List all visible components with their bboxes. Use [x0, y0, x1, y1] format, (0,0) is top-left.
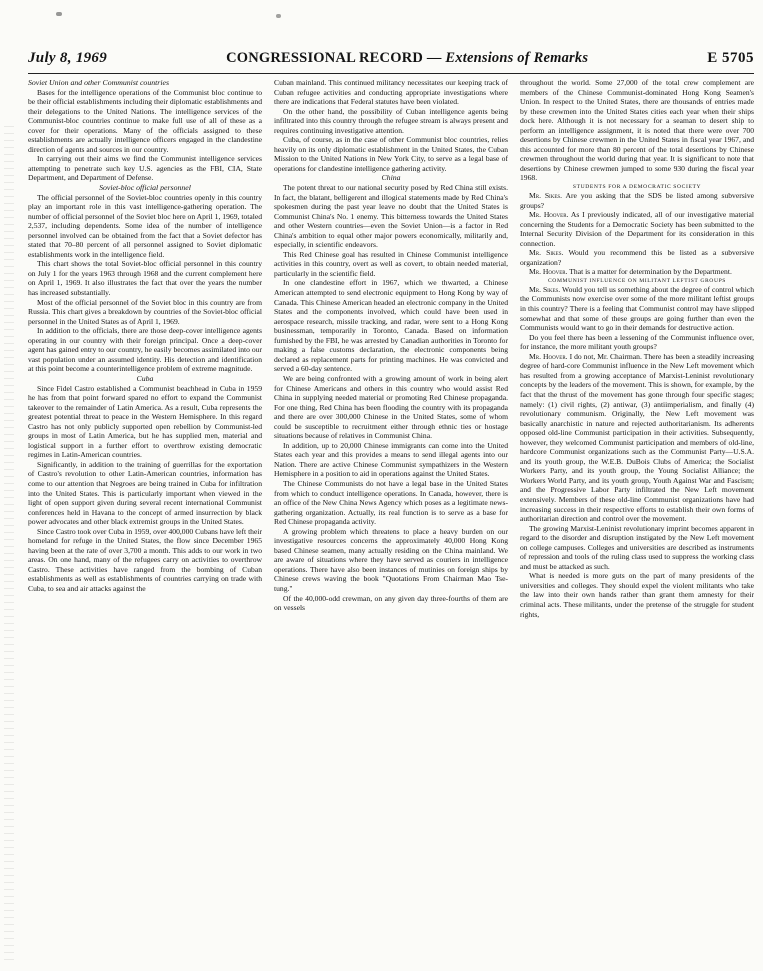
paragraph: Cuban mainland. This continued militancy necessitates our keeping track of Cuban refugee activities and conducting appropriate investigations where there are indications that Federal statutes have been violated.: [274, 78, 508, 107]
running-header: [28, 50, 754, 74]
publication-title: CONGRESSIONAL RECORD: [226, 50, 424, 66]
binding-edge-shadow: [4, 120, 14, 960]
paragraph: Most of the official personnel of the Soviet bloc in this country are from Russia. This chart gives a breakdown by countries of the Soviet-bloc official personnel in the United States as of April 1, 1969.: [28, 297, 262, 326]
paragraph: In one clandestine effort in 1967, which we thwarted, a Chinese American attempted to send electronic equipment to Hong Kong by way of Canada. This Chinese American headed an electronic company in the United States and the components involved, which could have been used in aerospace research, missile tracking, and radar, were sent to a Hong Kong businessman, temporarily in Toronto, Canada. Based on information furnished by the FBI, he was arrested by Canadian authorities in Toronto for making a false customs declaration, the electronic components being declared as replacement parts for printing machines. He was convicted and served a 60-day sentence.: [274, 278, 508, 374]
paragraph: [520, 267, 754, 277]
section-heading: COMMUNIST INFLUENCE ON MILITANT LEFTIST GROUPS: [547, 277, 727, 284]
speech-text: Would you recommend this be listed as a subversive organization?: [520, 248, 754, 267]
paragraph: The potent threat to our national security posed by Red China still exists. In fact, the blatant, belligerent and illogical statements made by Red China's spokesmen during the past year leave no doubt that the United States is Communist China's No. 1 enemy. This bitterness towards the United States and other Western countries—even the Soviet Union—is a factor in Red China's ambition to equal other major powers economically, militarily and, especially, in scientific endeavors.: [274, 183, 508, 250]
paragraph: We are being confronted with a growing amount of work in being alert for Chinese Americans and others in this country who would assist Red China in supplying needed material or promoting Red Chinese propaganda. For one thing, Red China has been flooding the country with its propaganda and there are over 300,000 Chinese in the United States, some of whom could be susceptible to recruitment either through ethnic ties or hostage situations because of relatives in Communist China.: [274, 373, 508, 441]
text-columns: [28, 78, 754, 958]
scan-smudge: [276, 14, 281, 18]
speech-text: As I previously indicated, all of our investigative material concerning the Students for a Democratic Society has been submitted to the Internal Security Division of the Department for its consideration in this connection.: [520, 210, 754, 248]
paragraph: Since Castro took over Cuba in 1959, over 400,000 Cubans have left their homeland for refuge in the United States, the flow since December 1965 having been at the rate of over 3,700 a month. This adds to our work in two areas. On one hand, many of the refugees carry on activities to overthrow Castro. These activities have ranged from the bombing of Cuban establishments as well as establishments of countries carrying on trade with Cuba, to sea and air attacks against the: [28, 526, 262, 593]
section-heading: STUDENTS FOR A DEMOCRATIC SOCIETY: [572, 184, 702, 191]
paragraph: throughout the world. Some 27,000 of the total crew complement are members of the Chinese Communist-dominated Hong Kong Seamen's Union. In respect to the United States, there are thousands of entries made by these crewmen into the United States cities each year when their ships dock here. Although it is not necessary for a seaman to desert ship to perform an intelligence assignment, it is noted that there were over 700 desertions by Chinese crewmen in the United States in fiscal year 1967, and this accounted for more than 80 percent of the total desertions by Chinese crewmen throughout the world during that year. It is significant to note that desertions by Chinese crewmen jumped to some 930 during the fiscal year 1968.: [520, 78, 754, 183]
paragraph: In addition, up to 20,000 Chinese immigrants can come into the United States each year and this provides a means to send illegal agents into our Nation. There are active Chinese Communist sympathizers in the Western Hemisphere in a position to aid in operations against the United States.: [274, 440, 508, 479]
section-heading: Soviet Union and other Communist countries: [28, 78, 169, 87]
paragraph: In carrying out their aims we find the Communist intelligence services attempting to penetrate such key U.S. agencies as the FBI, CIA, State Department, and Department of Defense.: [28, 154, 262, 183]
section-heading: Cuba: [136, 373, 154, 383]
paragraph: The Chinese Communists do not have a legal base in the United States from which to conduct intelligence operations. In Canada, however, there is an office of the New China News Agency which poses as a legitimate news-gathering organization. Actually, its real function is to serve as a base for Red Chinese propaganda activity.: [274, 478, 508, 527]
paragraph: Of the 40,000-odd crewman, on any given day three-fourths of them are on vessels: [274, 593, 508, 613]
paragraph: This chart shows the total Soviet-bloc official personnel in this country on July 1 for the years 1963 through 1968 and the current complement here on April 1, 1969. It also illustrates the fact that over the years the number has increased substantially.: [28, 259, 262, 298]
paragraph: The official personnel of the Soviet-bloc countries openly in this country play an important role in this vast intelligence-gathering operation. The number of official personnel of the Soviet bloc here on April 1, 1969, totaled 2,537, including dependents. Some idea of the number of intelligence personnel involved can be obtained from the fact that a Soviet defector has stated that 70–80 percent of all personnel assigned to Soviet diplomatic establishments work in the intelligence field.: [28, 192, 262, 259]
speech-text: I do not, Mr. Chairman. There has been a steadily increasing degree of hard-core Communist influence in the New Left movement which has resulted from a growing acceptance of Marxist-Leninist revolutionary concepts by the leaders of the movement. This is shown, for example, by the fact that the thrust of the movement has gone through four specific stages; namely: (1) civil rights, (2) antiwar, (3) antiimperialism, and finally (4) revolutionary communism. Originally, the New Left movement was basically anarchistic in nature and rejected authoritarianism. Its adherents opposed old-line Communist participation in their activities. Subsequently, however, they welcomed Communist participation and members of old-line, hardcore Communist organizations such as the Communist Party—U.S.A. and its youth group, the W.E.B. DuBois Clubs of America; the Socialist Workers Party, and its youth group, the Young Socialist Alliance; the Workers World Party, and its youth group, Youth Against War and Fascism; and the Progressive Labor Party infiltrated the New Left movement extensively. Members of these old-line Communist organizations have had increasing success in their respective efforts to establish their own forms of authoritarian direction and control over the movement.: [520, 351, 754, 524]
paragraph: [520, 285, 754, 333]
paragraph: A growing problem which threatens to place a heavy burden on our investigative resources concerns the approximately 40,000 Hong Kong based Chinese seamen, many actually residing on the China mainland. We are aware of situations where they have served as couriers in intelligence operations. There have also been instances of mutinies on foreign ships by Chinese crews waving the book "Quotations From Chairman Mao Tse-tung.": [274, 526, 508, 593]
document-page: [28, 50, 754, 958]
speaker-name: Mr. Hoover.: [529, 351, 568, 361]
section-heading: Soviet-bloc official personnel: [99, 183, 191, 193]
paragraph: This Red Chinese goal has resulted in Chinese Communist intelligence activities in this country, overt as well as covert, to obtain needed material, particularly in the scientific field.: [274, 249, 508, 278]
speech-text: Would you tell us something about the degree of control which the Communists now exercise over some of the more militant leftist groups in this country? There is a feeling that Communist control may have slipped somewhat and that some of these groups are going further than even the Communists would want to go in their demands for destructive action.: [520, 284, 754, 333]
header-title: [226, 50, 588, 67]
page-number: E 5705: [707, 50, 754, 66]
paragraph: [520, 352, 754, 524]
column-2: [274, 78, 508, 958]
paragraph: Significantly, in addition to the training of guerrillas for the exportation of Castro's revolution to other Latin-American countries, information has come to our attention that Negroes are being trained in Cuba for infiltration into the United States. This is particularly important when viewed in the light of open support given during several recent international Communist conferences held in Havana to the concept of armed insurrection by black power advocates and other black extremist groups in the United States.: [28, 459, 262, 527]
title-dash: —: [423, 50, 446, 66]
speaker-name: Mr. Sikes.: [529, 284, 561, 294]
paragraph: [520, 210, 754, 248]
column-1: [28, 78, 262, 958]
column-3: [520, 78, 754, 958]
paragraph: In addition to the officials, there are those deep-cover intelligence agents operating in our country with their foreign principal. Once a deep-cover agent has gained entry to our country, he easily becomes assimilated into our vast population under an assumed identity. His detection and identification at this point become a counterintelligence problem of extreme magnitude.: [28, 326, 262, 374]
paragraph: The growing Marxist-Leninist revolutionary imprint becomes apparent in regard to the disorder and disruption instigated by the New Left movement on college campuses. Colleges and universities are described as instruments of repression and tools of the ruling class used to suppress the working class and must be attacked as such.: [520, 523, 754, 571]
speech-text: Are you asking that the SDS be listed among subversive groups?: [520, 191, 754, 210]
paragraph: On the other hand, the possibility of Cuban intelligence agents being infiltrated into this country through the refugee stream is always present and requires continuing investigative attention.: [274, 106, 508, 135]
speech-text: That is a matter for determination by the Department.: [567, 267, 732, 277]
paragraph: Cuba, of course, as in the case of other Communist bloc countries, relies heavily on its only diplomatic establishment in the United States, the Cuban Mission to the United Nations in New York City, to serve as a legal base of operations for clandestine intelligence gathering activity.: [274, 135, 508, 173]
speaker-name: Mr. Sikes.: [529, 191, 563, 201]
scan-smudge: [56, 12, 62, 16]
section-title: Extensions of Remarks: [445, 50, 589, 66]
paragraph: Since Fidel Castro established a Communist beachhead in Cuba in 1959 he has from that point forward spared no effort to expand the Communist takeover to the remainder of Latin America. As a result, Cuba represents the greatest potential threat to peace in the Western Hemisphere. In this regard Castro has not only publicly supported open rebellion by Communist-led groups in most of Latin America, but he has supplied men, material and logistical support in a further effort to overthrow existing democratic regimes in Latin-American countries.: [28, 383, 262, 460]
section-heading: China: [381, 173, 401, 183]
speaker-name: Mr. Hoover.: [529, 210, 569, 220]
speaker-name: Mr. Sikes.: [529, 248, 564, 258]
paragraph: Bases for the intelligence operations of the Communist bloc continue to be their official establishments including their diplomatic establishments and their delegations to the United Nations. The intelligence services of the Communist-bloc countries continue to make full use of all of these as a cover for their operations. Many of the officials assigned to these establishments are actually intelligence officers engaged in the clandestine direction of agents and sources in our country.: [28, 87, 262, 154]
speaker-name: Mr. Hoover.: [529, 267, 568, 277]
header-date: July 8, 1969: [28, 50, 108, 66]
paragraph: Do you feel there has been a lessening of the Communist influence over, for instance, the more militant youth groups?: [520, 332, 754, 352]
paragraph: What is needed is more guts on the part of many presidents of the universities and colleges. They should expel the violent militants who take the law into their own hands rather than grant them amnesty for their criminal acts. These militants, under the pretense of the struggle for student rights,: [520, 571, 754, 619]
paragraph: [520, 191, 754, 210]
paragraph: [520, 248, 754, 267]
